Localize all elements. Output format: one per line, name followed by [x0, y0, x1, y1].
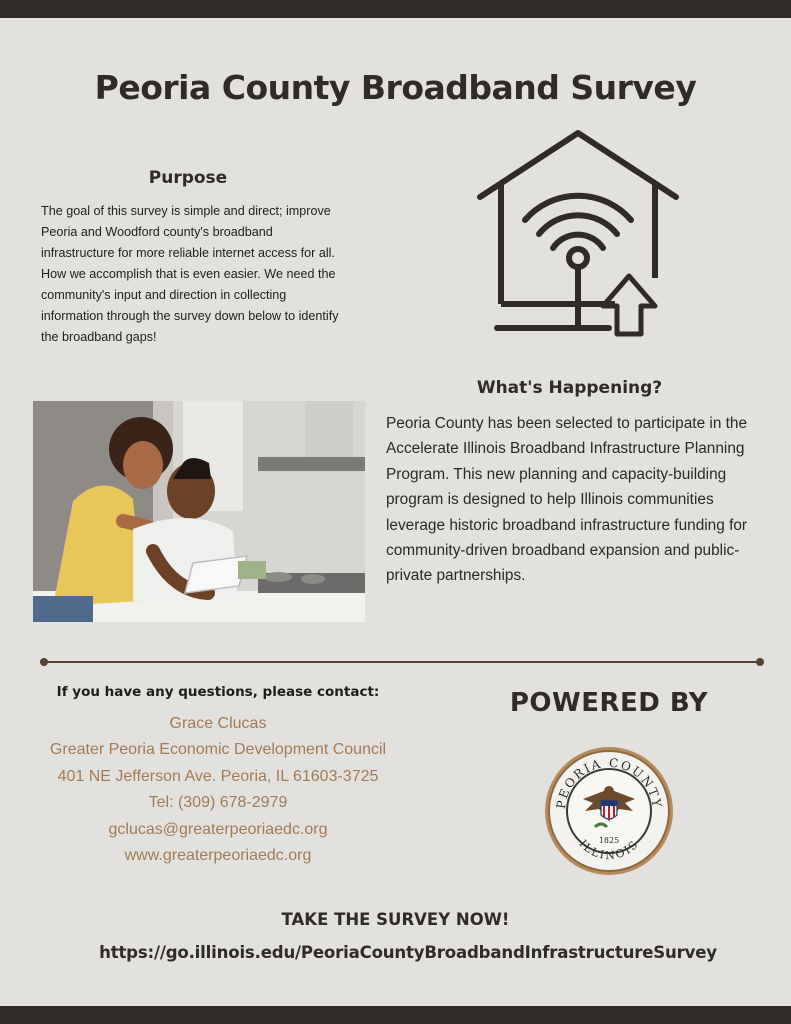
contact-address: 401 NE Jefferson Ave. Peoria, IL 61603-3725: [57, 767, 379, 785]
purpose-heading: Purpose: [148, 168, 228, 188]
contact-block: [30, 711, 406, 869]
survey-link[interactable]: https://go.illinois.edu/PeoriaCountyBroadbandInfrastructureSurvey: [99, 943, 717, 962]
top-bar: [0, 0, 791, 18]
page-title: Peoria County Broadband Survey: [94, 68, 697, 107]
contact-organization: Greater Peoria Economic Development Council: [49, 741, 387, 759]
bottom-bar: [0, 1006, 791, 1024]
section-divider: [40, 656, 764, 668]
contact-heading: If you have any questions, please contact:: [56, 684, 380, 700]
contact-website-link[interactable]: www.greaterpeoriaedc.org: [124, 847, 312, 865]
powered-by-heading: POWERED BY: [509, 688, 709, 718]
upload-arrow-icon: [603, 276, 655, 334]
house-wifi-icon: [475, 128, 681, 340]
take-survey-callout: TAKE THE SURVEY NOW!: [281, 910, 510, 929]
peoria-county-seal-logo: [543, 745, 675, 877]
svg-text:1825: 1825: [598, 836, 620, 845]
contact-phone: Tel: (309) 678-2979: [148, 794, 288, 812]
whats-happening-body: Peoria County has been selected to participate in the Accelerate Illinois Broadband Infrastructure Planning Program. This new planning and capacity-building program is designed to help Illinois communities leverage historic broadband infrastructure funding for community-driven broadband expansion and public-private partnerships.: [386, 415, 748, 585]
svg-text:ILLINOIS: ILLINOIS: [576, 837, 642, 863]
purpose-body: The goal of this survey is simple and direct; improve Peoria and Woodford county's broadband infrastructure for more reliable internet access for all. How we accomplish that is even easier. We need the community's input and direction in collecting information through the survey down below to identify the broadband gaps!: [41, 204, 339, 344]
contact-email-link[interactable]: gclucas@greaterpeoriaedc.org: [108, 820, 328, 838]
svg-text:PEORIA COUNTY: PEORIA COUNTY: [553, 755, 665, 810]
contact-name: Grace Clucas: [169, 715, 267, 732]
whats-happening-heading: What's Happening?: [476, 378, 663, 398]
couple-with-tablet-photo: [33, 401, 365, 622]
